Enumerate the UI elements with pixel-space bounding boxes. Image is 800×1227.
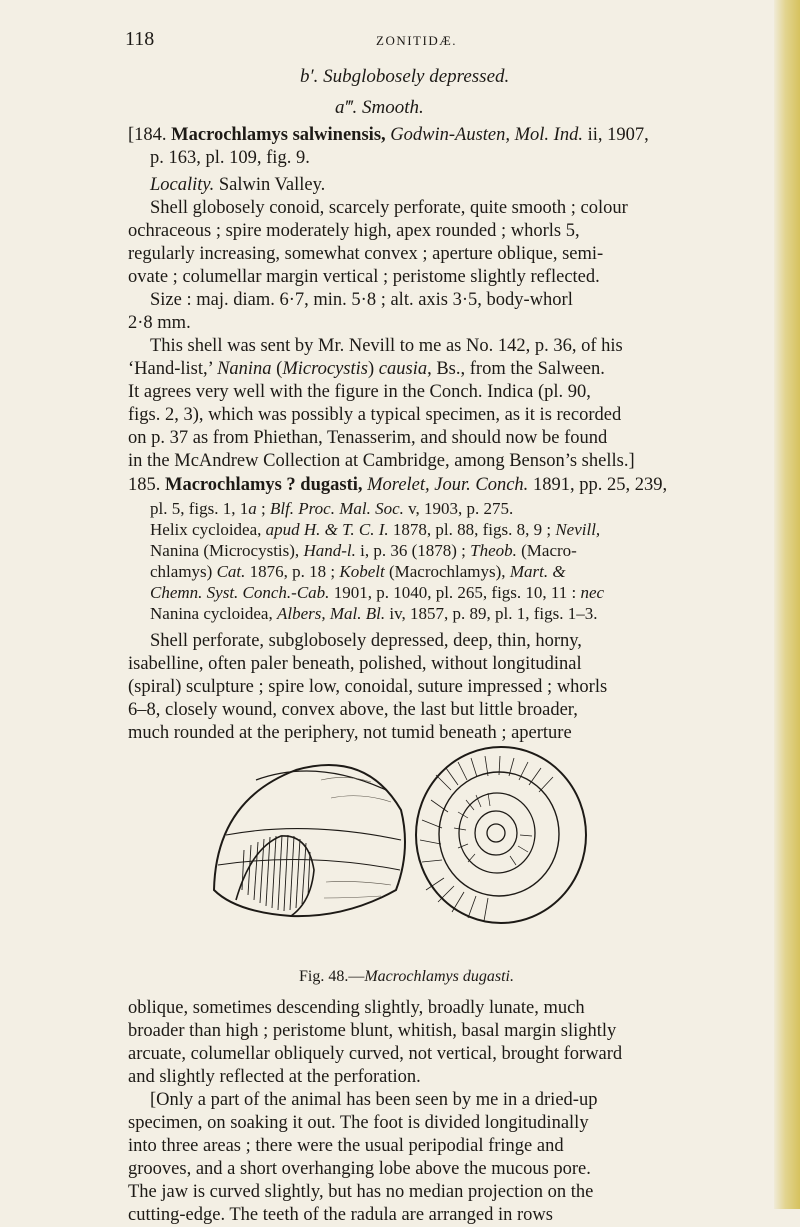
running-title: ZONITIDÆ. — [376, 33, 458, 48]
text-line: grooves, and a short overhanging lobe above the mucous pore. — [128, 1159, 591, 1179]
text-line: Shell globosely conoid, scarcely perforate, quite smooth ; colour — [150, 198, 628, 218]
text-line: The jaw is curved slightly, but has no median projection on the — [128, 1182, 594, 1202]
text-line: in the McAndrew Collection at Cambridge, among Benson’s shells.] — [128, 451, 635, 471]
species-184-heading: [184. Macrochlamys salwinensis, Godwin-Austen, Mol. Ind. ii, 1907, — [128, 125, 649, 145]
text-line: Shell perforate, subglobosely depressed, deep, thin, horny, — [150, 631, 582, 651]
text-line: 6–8, closely wound, convex above, the last but little broader, — [128, 700, 578, 720]
text-line: ochraceous ; spire moderately high, apex rounded ; whorls 5, — [128, 221, 580, 241]
text-line: ‘Hand-list,’ Nanina (Microcystis) causia, Bs., from the Salween. — [128, 359, 605, 379]
reference-line: pl. 5, figs. 1, 1a ; Blf. Proc. Mal. Soc. v, 1903, p. 275. — [150, 499, 514, 518]
subheading-b: b′. Subglobosely depressed. — [300, 66, 510, 87]
text-line: (spiral) sculpture ; spire low, conoidal, suture impressed ; whorls — [128, 677, 608, 697]
reference-line: chlamys) Cat. 1876, p. 18 ; Kobelt (Macrochlamys), Mart. & — [150, 562, 566, 581]
species-184-locality: Locality. Salwin Valley. — [150, 175, 326, 195]
reference-line: Chemn. Syst. Conch.-Cab. 1901, p. 1040, pl. 265, figs. 10, 11 : nec — [150, 583, 605, 602]
reference-line: Nanina (Microcystis), Hand-l. i, p. 36 (1878) ; Theob. (Macro- — [150, 541, 577, 560]
text-line: ovate ; columellar margin vertical ; peristome slightly reflected. — [128, 267, 600, 287]
shell-side-view — [214, 765, 405, 916]
shell-apical-view — [416, 747, 586, 923]
text-line: This shell was sent by Mr. Nevill to me as No. 142, p. 36, of his — [150, 336, 623, 356]
text-line: much rounded at the periphery, not tumid beneath ; aperture — [128, 723, 572, 743]
text-line: isabelline, often paler beneath, polished, without longitudinal — [128, 654, 582, 674]
species-185-heading: 185. Macrochlamys ? dugasti, Morelet, Jour. Conch. 1891, pp. 25, 239, — [128, 475, 668, 495]
reference-line: Helix cycloidea, apud H. & T. C. I. 1878, pl. 88, figs. 8, 9 ; Nevill, — [150, 520, 601, 539]
text-line: oblique, sometimes descending slightly, broadly lunate, much — [128, 998, 585, 1018]
species-184-reference: p. 163, pl. 109, fig. 9. — [150, 148, 310, 168]
subheading-a: a‴. Smooth. — [335, 97, 424, 118]
figure-caption: Fig. 48.—Macrochlamys dugasti. — [299, 968, 514, 985]
text-line: 2·8 mm. — [128, 313, 191, 333]
text-line: arcuate, columellar obliquely curved, not vertical, brought forward — [128, 1044, 623, 1064]
reference-line: Nanina cycloidea, Albers, Mal. Bl. iv, 1857, p. 89, pl. 1, figs. 1–3. — [150, 604, 598, 623]
text-line: into three areas ; there were the usual peripodial fringe and — [128, 1136, 564, 1156]
text-line: figs. 2, 3), which was possibly a typical specimen, as it is recorded — [128, 405, 622, 425]
shell-illustration — [196, 740, 606, 955]
text-line: on p. 37 as from Phiethan, Tenasserim, and should now be found — [128, 428, 608, 448]
text-line: Size : maj. diam. 6·7, min. 5·8 ; alt. axis 3·5, body-whorl — [150, 290, 573, 310]
text-line: broader than high ; peristome blunt, whitish, basal margin slightly — [128, 1021, 617, 1041]
text-line: cutting-edge. The teeth of the radula are arranged in rows — [128, 1205, 553, 1225]
text-line: regularly increasing, somewhat convex ; aperture oblique, semi- — [128, 244, 604, 264]
text-line: specimen, on soaking it out. The foot is divided longitudinally — [128, 1113, 589, 1133]
text-line: [Only a part of the animal has been seen by me in a dried-up — [150, 1090, 598, 1110]
text-line: and slightly reflected at the perforation. — [128, 1067, 421, 1087]
text-line: It agrees very well with the figure in the Conch. Indica (pl. 90, — [128, 382, 591, 402]
page-number: 118 — [125, 28, 155, 50]
